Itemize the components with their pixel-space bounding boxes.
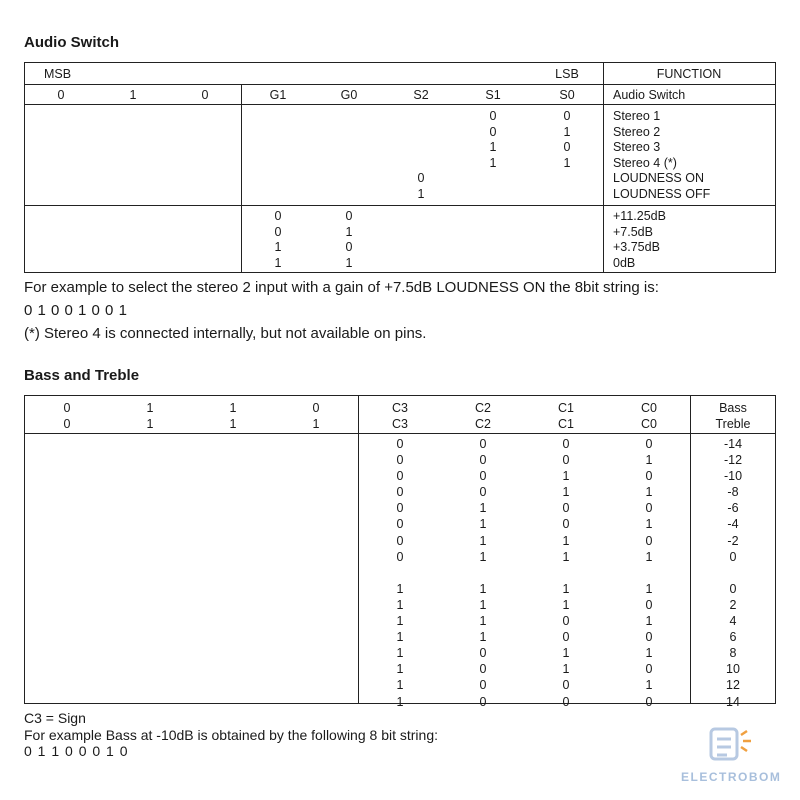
c2-header: C2 C2 (475, 401, 491, 431)
list-item: 12 (726, 678, 740, 693)
list-item: 0 (645, 501, 653, 516)
list-item: 1 (645, 549, 653, 564)
list-item: 1 (479, 517, 487, 532)
bit7-header: 0 (57, 88, 65, 102)
electrobom-logo-icon (675, 725, 785, 765)
list-item: 0 (729, 549, 737, 564)
list-item: -14 (723, 437, 743, 451)
list-item: 1 (563, 155, 571, 170)
list-item: 1 (563, 124, 571, 139)
list-item: 1 (479, 630, 487, 645)
function-header: FUNCTION (656, 67, 722, 81)
list-item: 1 (396, 614, 404, 629)
divider (241, 84, 242, 273)
list-item: Stereo 3 (613, 140, 661, 155)
list-item: 0 (396, 533, 404, 548)
list-item: 1 (562, 597, 570, 612)
list-item: 1 (489, 140, 497, 155)
audio-switch-function-header: Audio Switch (613, 88, 686, 102)
bit5-header: 0 (201, 88, 209, 102)
list-item: 1 (645, 678, 653, 693)
c1-column (563, 436, 570, 710)
msb-label: MSB (44, 67, 72, 81)
list-item (480, 565, 487, 581)
list-item: 1 (396, 597, 404, 612)
list-item: 1 (645, 646, 653, 661)
list-item: -8 (727, 485, 739, 500)
divider (358, 395, 359, 704)
list-item: -10 (723, 469, 743, 484)
audio-switch-title: Audio Switch (24, 34, 119, 51)
list-item: -2 (727, 533, 739, 548)
list-item: 1 (562, 646, 570, 661)
g1-column (275, 209, 282, 271)
divider (24, 205, 776, 206)
list-item: Stereo 2 (613, 124, 661, 139)
list-item: +3.75dB (613, 240, 660, 255)
function-list-a (613, 109, 710, 203)
list-item: LOUDNESS OFF (613, 186, 711, 201)
c3-column (397, 436, 404, 710)
s1-column (490, 109, 497, 171)
function-list-b (613, 209, 666, 271)
list-item: 2 (729, 597, 737, 612)
list-item: LOUDNESS ON (613, 171, 704, 186)
list-item: 0 (562, 694, 570, 709)
audio-example-note: For example to select the stereo 2 input with a gain of +7.5dB LOUDNESS ON the 8bit string is: (24, 279, 659, 296)
list-item: 0 (479, 646, 487, 661)
s2-header: S2 (413, 88, 429, 102)
list-item: 1 (562, 581, 570, 596)
list-item: 0 (645, 662, 653, 677)
list-item (563, 565, 570, 581)
list-item: 1 (274, 255, 282, 270)
divider (603, 62, 604, 273)
list-item: 0 (563, 140, 571, 155)
list-item: 6 (729, 630, 737, 645)
bit4-header: 0 1 (312, 401, 320, 431)
list-item: 1 (645, 453, 653, 468)
list-item (646, 565, 653, 581)
list-item: 0 (729, 581, 737, 596)
list-item: Stereo 4 (*) (613, 155, 677, 170)
list-item: 1 (489, 155, 497, 170)
list-item: 0 (396, 549, 404, 564)
bass-treble-header: Bass Treble (715, 401, 751, 431)
s2-column (418, 171, 425, 202)
bass-example-bits: 0 1 1 0 0 0 1 0 (24, 743, 129, 759)
lsb-label: LSB (555, 67, 579, 81)
list-item: 1 (396, 678, 404, 693)
g0-header: G0 (340, 88, 358, 102)
list-item: 0 (489, 124, 497, 139)
list-item: 0 (479, 485, 487, 500)
list-item: 0 (479, 694, 487, 709)
bass-example-note: For example Bass at -10dB is obtained by the following 8 bit string: (24, 727, 438, 743)
list-item: 1 (479, 614, 487, 629)
c3-sign-note: C3 = Sign (24, 710, 86, 726)
list-item: 1 (645, 581, 653, 596)
list-item: 0 (562, 630, 570, 645)
list-item: 0 (345, 209, 353, 223)
list-item: 1 (562, 533, 570, 548)
list-item: 1 (479, 501, 487, 516)
list-item: 0 (645, 694, 653, 709)
g0-column (346, 209, 353, 271)
list-item: 14 (726, 694, 740, 709)
list-item: 0 (645, 437, 653, 451)
list-item: 0 (417, 171, 425, 185)
divider (690, 395, 691, 704)
list-item: 1 (562, 549, 570, 564)
list-item: 0 (396, 453, 404, 468)
list-item (397, 565, 404, 581)
list-item: +7.5dB (613, 224, 653, 239)
list-item: +11.25dB (613, 209, 666, 223)
list-item: 0dB (613, 255, 636, 270)
list-item: 0 (562, 453, 570, 468)
list-item: Stereo 1 (613, 109, 661, 123)
db-column (724, 436, 742, 710)
list-item: 1 (479, 533, 487, 548)
list-item: -6 (727, 501, 739, 516)
list-item: 0 (645, 533, 653, 548)
list-item: 1 (345, 224, 353, 239)
list-item: 0 (562, 501, 570, 516)
list-item: 0 (562, 614, 570, 629)
list-item: 0 (562, 517, 570, 532)
list-item: 0 (562, 437, 570, 451)
c0-column (646, 436, 653, 710)
list-item: 1 (396, 630, 404, 645)
bit6-header: 1 1 (146, 401, 154, 431)
divider (24, 104, 776, 105)
list-item: 0 (562, 678, 570, 693)
bit6-header: 1 (129, 88, 137, 102)
list-item: 1 (396, 694, 404, 709)
list-item: 4 (729, 614, 737, 629)
list-item: 0 (479, 678, 487, 693)
bass-treble-title: Bass and Treble (24, 367, 140, 384)
list-item: 0 (479, 437, 487, 451)
list-item: 1 (562, 662, 570, 677)
list-item: 0 (563, 109, 571, 123)
watermark-text: ELECTROBOM (681, 770, 782, 784)
list-item: 1 (274, 240, 282, 255)
list-item: 0 (345, 240, 353, 255)
list-item: 1 (645, 614, 653, 629)
list-item: 1 (562, 485, 570, 500)
list-item: 1 (396, 581, 404, 596)
s0-column (564, 109, 571, 171)
list-item: -12 (723, 453, 743, 468)
divider (24, 84, 776, 85)
list-item: 0 (396, 485, 404, 500)
list-item: -4 (727, 517, 739, 532)
c0-header: C0 C0 (641, 401, 657, 431)
g1-header: G1 (269, 88, 287, 102)
list-item: 0 (396, 469, 404, 484)
list-item: 0 (396, 437, 404, 451)
list-item: 0 (645, 630, 653, 645)
list-item: 0 (479, 453, 487, 468)
list-item (724, 565, 742, 581)
list-item: 1 (479, 549, 487, 564)
list-item: 0 (645, 469, 653, 484)
list-item: 1 (417, 186, 425, 201)
list-item: 0 (479, 469, 487, 484)
audio-example-bits: 0 1 0 0 1 0 0 1 (24, 302, 128, 319)
bit5-header: 1 1 (229, 401, 237, 431)
stereo4-footnote: (*) Stereo 4 is connected internally, but not available on pins. (24, 325, 427, 342)
list-item: 1 (479, 581, 487, 596)
list-item: 1 (645, 485, 653, 500)
list-item: 1 (396, 662, 404, 677)
list-item: 1 (562, 469, 570, 484)
list-item: 1 (645, 517, 653, 532)
s0-header: S0 (559, 88, 575, 102)
list-item: 8 (729, 646, 737, 661)
list-item: 0 (645, 597, 653, 612)
list-item: 0 (479, 662, 487, 677)
list-item: 0 (396, 501, 404, 516)
list-item: 0 (396, 517, 404, 532)
c3-header: C3 C3 (392, 401, 408, 431)
list-item: 1 (345, 255, 353, 270)
list-item: 0 (489, 109, 497, 123)
list-item: 0 (274, 209, 282, 223)
list-item: 1 (479, 597, 487, 612)
electrobom-watermark (675, 725, 785, 787)
bit7-header: 0 0 (63, 401, 71, 431)
divider (24, 433, 776, 434)
list-item: 10 (726, 662, 740, 677)
c2-column (480, 436, 487, 710)
s1-header: S1 (485, 88, 501, 102)
list-item: 0 (274, 224, 282, 239)
list-item: 1 (396, 646, 404, 661)
c1-header: C1 C1 (558, 401, 574, 431)
